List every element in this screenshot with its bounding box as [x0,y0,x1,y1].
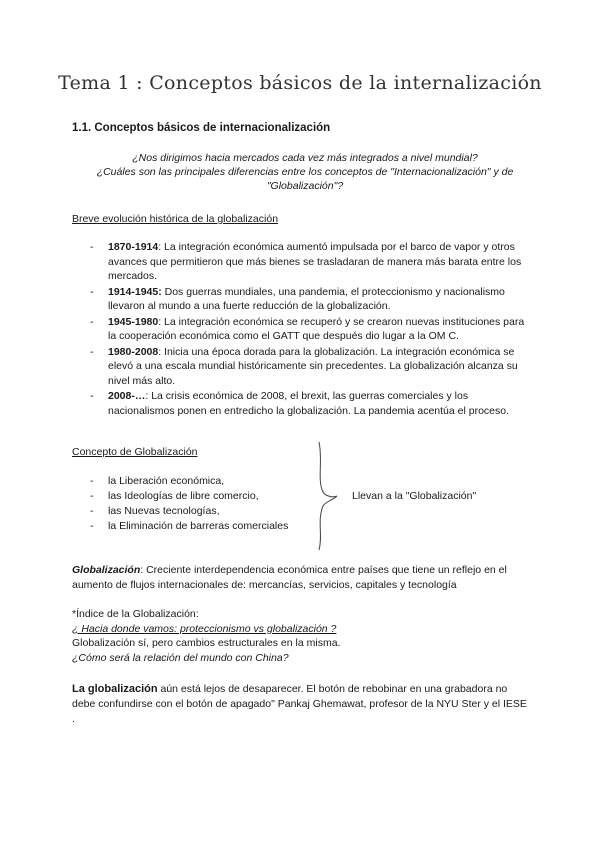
definition-term: Globalización [72,564,141,576]
definition-text: : Creciente interdependencia económica entre países que tiene un reflejo en el aumento de flujos internacionales de: mercancías, servicios, capitales y tecnología [72,564,507,591]
timeline-period: 2008-… [108,390,146,402]
timeline-item [90,240,530,284]
question-2: ¿Cuáles son las principales diferencias entre los conceptos de "Internacionalización" y de "Globalización"? [96,166,514,192]
curly-brace [305,440,345,552]
timeline-period: 1945-1980 [108,315,159,328]
timeline-text: : La integración económica se recuperó y se crearon nuevas instituciones para la cooperación económica como el GATT que después dio lugar a la OM C. [108,315,525,342]
index-heading: *Índice de la Globalización: [72,608,199,620]
llevan-label: Llevan a la "Globalización" [352,490,477,502]
timeline-item [90,285,530,314]
timeline-item [90,389,530,418]
concept-list [90,474,330,534]
quote-term: La globalización [72,683,158,695]
timeline-item [90,345,530,389]
concept-item: - la Eliminación de barreras comerciales [90,519,330,534]
closing-quote [72,682,532,727]
concept-heading: Concepto de Globalización [72,446,198,458]
guiding-questions [95,151,515,193]
index-question-1: ¿ Hacia donde vamos: proteccionismo vs globalización ? [72,622,337,635]
question-1: ¿Nos dirigimos hacia mercados cada vez más integrados a nivel mundial? [132,152,478,164]
timeline-period: 1914-1945: [108,285,162,298]
timeline-list [90,240,530,419]
section-heading: 1.1. Conceptos básicos de internacionalización [72,122,331,134]
evolution-heading: Breve evolución histórica de la globalización [72,213,279,225]
quote-text: aún está lejos de desaparecer. El botón de rebobinar en una grabadora no debe confundirse con el botón de apagado" Pankaj Ghemawat, profesor de la NYU Ster y el IESE . [72,683,527,725]
globalization-index [72,607,532,665]
timeline-period: 1870-1914 [108,241,159,253]
timeline-text: : Inicia una época dorada para la globalización. La integración económica se elevó a una escala mundial históricamente sin precedentes. La globalización alcanza su nivel más alto. [108,345,518,387]
index-answer: Globalización sí, pero cambios estructurales en la misma. [72,637,341,649]
globalization-definition [72,563,532,593]
timeline-text: : La crisis económica de 2008, el brexit, las guerras comerciales y los nacionalismos ponen en entredicho la globalización. La pandemia acentúa el proceso. [108,390,510,417]
timeline-period: 1980-2008 [108,345,159,358]
concept-item: - la Liberación económica, [90,474,330,489]
timeline-text: Dos guerras mundiales, una pandemia, el proteccionismo y nacionalismo llevaron al mundo a una fuerte reducción de la globalización. [108,285,505,312]
timeline-text: : La integración económica aumentó impulsada por el barco de vapor y otros avances que permitieron que más bienes se trasladaran de manera más barata entre los mercados. [108,241,522,282]
concept-item: - las Nuevas tecnologías, [90,504,330,519]
page-title: Tema 1 : Conceptos básicos de la internalización [58,72,542,94]
index-question-2: ¿Cómo será la relación del mundo con China? [72,651,289,664]
timeline-item [90,315,530,344]
concept-item: - las Ideologías de libre comercio, [90,489,330,504]
